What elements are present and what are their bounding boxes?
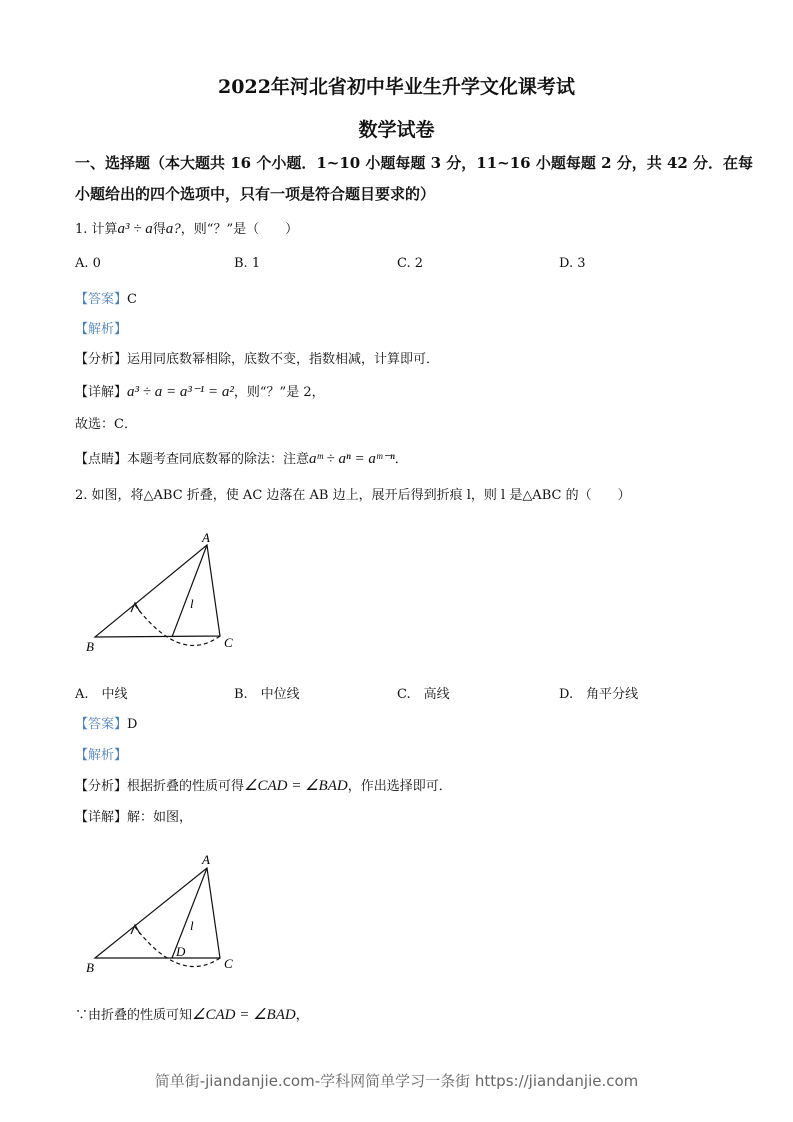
q1-analysis-label: 【解析】: [75, 322, 128, 337]
exam-subtitle: 数学试卷: [358, 119, 435, 141]
q2-option-d: D. 角平分线: [559, 687, 639, 702]
label-b-2: B: [86, 960, 94, 975]
label-b: B: [86, 639, 94, 654]
label-a-2: A: [202, 852, 210, 867]
q2-option-a: A. 中线: [75, 687, 128, 702]
q1-answer: 【答案】C: [75, 292, 137, 307]
q2-because: ∵由折叠的性质可知∠CAD = ∠BAD，: [75, 1007, 309, 1023]
arrowhead-icon: [131, 603, 140, 612]
q1-choose: 故选：C．: [75, 417, 137, 432]
label-d: D: [176, 944, 186, 959]
exam-title: 2022年河北省初中毕业生升学文化课考试: [218, 76, 575, 98]
q1-dianjing: 【点睛】本题考查同底数幂的除法：注意aᵐ ÷ aⁿ = aᵐ⁻ⁿ．: [75, 451, 408, 467]
label-c: C: [224, 635, 233, 650]
fold-arc: [135, 605, 220, 645]
q2-xiangjie: 【详解】解：如图，: [75, 810, 193, 825]
figure-2: [95, 868, 220, 967]
label-l-2: l: [190, 918, 194, 933]
q1-fenxi: 【分析】运用同底数幂相除，底数不变，指数相减，计算即可．: [75, 352, 440, 367]
q2-fenxi: 【分析】根据折叠的性质可得∠CAD = ∠BAD，作出选择即可．: [75, 778, 452, 794]
q2-option-b: B. 中位线: [234, 687, 300, 702]
q1-stem: 1. 计算a³ ÷ a得a?，则“？”是（ ）: [75, 221, 299, 237]
q1-option-a: A. 0: [75, 256, 101, 271]
figure-1: [95, 545, 220, 645]
section-heading-cont: 小题给出的四个选项中，只有一项是符合题目要求的）: [75, 185, 436, 203]
q2-answer: 【答案】D: [75, 717, 138, 732]
arrowhead-icon-2: [131, 925, 140, 934]
q1-xiangjie: 【详解】a³ ÷ a = a³⁻¹ = a²，则“？”是 2，: [75, 384, 325, 400]
label-l: l: [190, 596, 194, 611]
footer-watermark: 简单街-jiandanjie.com-学科网简单学习一条街 https://jiandanjie.com: [154, 1072, 639, 1090]
q1-option-c: C. 2: [397, 256, 424, 271]
q2-analysis-label: 【解析】: [75, 748, 128, 763]
label-a: A: [202, 530, 210, 545]
q1-option-b: B. 1: [234, 256, 261, 271]
q1-option-d: D. 3: [559, 256, 586, 271]
q2-stem: 2. 如图，将△ABC 折叠，使 AC 边落在 AB 边上，展开后得到折痕 l，则 l 是△ABC 的（ ）: [75, 488, 631, 503]
q2-option-c: C. 高线: [397, 687, 450, 702]
section-heading: 一、选择题（本大题共 16 个小题．1~10 小题每题 3 分，11~16 小题每题 2 分，共 42 分．在每: [75, 154, 754, 172]
label-c-2: C: [224, 956, 233, 971]
